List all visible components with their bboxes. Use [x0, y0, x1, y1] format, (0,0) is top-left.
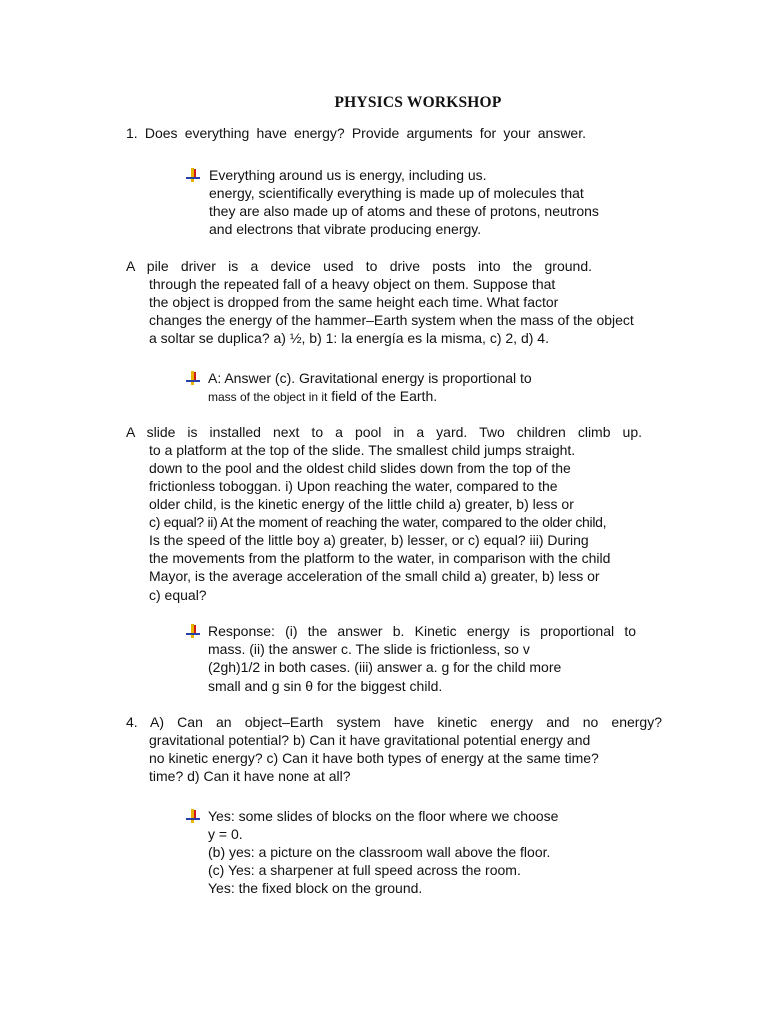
- question-4-line: 4. A) Can an object–Earth system have kinetic energy and no energy?: [126, 714, 662, 730]
- answer-4-line: y = 0.: [208, 826, 243, 842]
- answer-4-line: (b) yes: a picture on the classroom wall above the floor.: [208, 844, 551, 860]
- answer-1-line: Everything around us is energy, including us.: [209, 167, 487, 183]
- question-2-line: changes the energy of the hammer–Earth system when the mass of the object: [149, 312, 634, 328]
- answer-4-line: Yes: some slides of blocks on the floor where we choose: [208, 808, 559, 824]
- question-4-line: gravitational potential? b) Can it have gravitational potential energy and: [149, 732, 591, 748]
- answer-1-line: energy, scientifically everything is made up of molecules that: [209, 185, 584, 201]
- answer-2-small-text: mass of the object in it: [208, 390, 328, 404]
- question-1-text: 1. Does everything have energy? Provide arguments for your answer.: [126, 125, 586, 141]
- answer-1-line: and electrons that vibrate producing energy.: [209, 221, 482, 237]
- question-3-line: to a platform at the top of the slide. The smallest child jumps straight.: [149, 442, 576, 458]
- question-3-line: c) equal? ii) At the moment of reaching the water, compared to the older child,: [149, 514, 607, 530]
- answer-2-line: A: Answer (c). Gravitational energy is proportional to: [208, 370, 532, 386]
- answer-3-line: mass. (ii) the answer c. The slide is frictionless, so v: [208, 641, 530, 657]
- answer-2-line: [208, 387, 437, 406]
- answer-1-line: they are also made up of atoms and these of protons, neutrons: [209, 203, 599, 219]
- question-2-line: A pile driver is a device used to drive posts into the ground.: [126, 258, 592, 274]
- question-3-line: frictionless toboggan. i) Upon reaching the water, compared to the: [149, 478, 558, 494]
- arrow-bullet-icon: [185, 623, 201, 639]
- question-3-line: A slide is installed next to a pool in a yard. Two children climb up.: [126, 424, 642, 440]
- arrow-bullet-icon: [185, 808, 201, 824]
- question-3-line: c) equal?: [149, 587, 207, 603]
- question-3-line: Mayor, is the average acceleration of the small child a) greater, b) less or: [149, 568, 600, 584]
- answer-4-line: (c) Yes: a sharpener at full speed across the room.: [208, 862, 521, 878]
- answer-4-line: Yes: the fixed block on the ground.: [208, 880, 423, 896]
- answer-3-line: Response: (i) the answer b. Kinetic energy is proportional to: [208, 623, 636, 639]
- question-2-line: through the repeated fall of a heavy object on them. Suppose that: [149, 276, 556, 292]
- question-3-line: the movements from the platform to the water, in comparison with the child: [149, 550, 611, 566]
- answer-2-rest-text: field of the Earth.: [327, 388, 438, 404]
- question-3-line: older child, is the kinetic energy of the little child a) greater, b) less or: [149, 496, 574, 512]
- question-3-line: Is the speed of the little boy a) greater, b) lesser, or c) equal? iii) During: [149, 532, 589, 548]
- question-4-line: no kinetic energy? c) Can it have both types of energy at the same time?: [149, 750, 599, 766]
- question-2-line: the object is dropped from the same height each time. What factor: [149, 294, 559, 310]
- answer-3-line: (2gh)1/2 in both cases. (iii) answer a. g for the child more: [208, 659, 562, 675]
- arrow-bullet-icon: [185, 370, 201, 386]
- answer-3-line: small and g sin θ for the biggest child.: [208, 678, 443, 694]
- arrow-bullet-icon: [185, 167, 201, 183]
- question-2-line: a soltar se duplica? a) ½, b) 1: la energía es la misma, c) 2, d) 4.: [149, 330, 549, 346]
- question-3-line: down to the pool and the oldest child slides down from the top of the: [149, 460, 571, 476]
- question-4-line: time? d) Can it have none at all?: [149, 768, 351, 784]
- page-title: PHYSICS WORKSHOP: [334, 94, 502, 111]
